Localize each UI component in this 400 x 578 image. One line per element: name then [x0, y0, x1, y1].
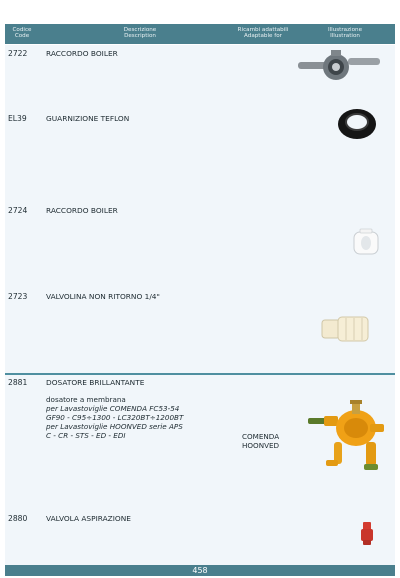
item-description: GUARNIZIONE TEFLON	[46, 114, 130, 123]
item-detail: C - CR - STS - ED - EDI	[46, 431, 126, 440]
check-valve-icon	[320, 312, 372, 346]
adaptable-brand: HOONVED	[242, 441, 280, 450]
item-description: RACCORDO BOILER	[46, 206, 118, 215]
description-column-header: Descrizione Description	[123, 27, 157, 40]
boiler-fitting-icon	[296, 50, 386, 84]
item-code: 2881	[8, 378, 28, 387]
item-description: VALVOLA ASPIRAZIONE	[46, 514, 131, 523]
item-code: 2880	[8, 514, 28, 523]
item-description: VALVOLINA NON RITORNO 1/4"	[46, 292, 160, 301]
item-code: 2722	[8, 49, 28, 58]
item-subtitle: dosatore a membrana	[46, 395, 126, 404]
table-header	[5, 24, 395, 44]
item-code: 2723	[8, 292, 28, 301]
rinse-aid-dispenser-icon	[304, 398, 390, 476]
page-number: 458	[5, 565, 395, 576]
white-fitting-icon	[352, 228, 380, 258]
illustration-column-header: Illustrazione Illustration	[327, 27, 363, 40]
item-code: 2724	[8, 206, 28, 215]
item-detail: per Lavastoviglie COMENDA FC53-54	[46, 404, 180, 413]
adaptable-column-header: Ricambi adattabili Adaptable for	[237, 27, 289, 40]
suction-valve-icon	[358, 520, 376, 548]
adaptable-brands	[242, 432, 279, 450]
item-description: RACCORDO BOILER	[46, 49, 118, 58]
adaptable-brand: COMENDA	[242, 432, 280, 441]
item-description: DOSATORE BRILLANTANTE	[46, 378, 145, 387]
item-detail: per Lavastoviglie HOONVED serie APS	[46, 422, 183, 431]
item-code: EL39	[8, 114, 27, 123]
item-detail: GF90 - C95÷1300 - LC320BT÷1200BT	[46, 413, 184, 422]
teflon-gasket-icon	[336, 104, 378, 140]
code-column-header: Codice Code	[12, 27, 32, 40]
